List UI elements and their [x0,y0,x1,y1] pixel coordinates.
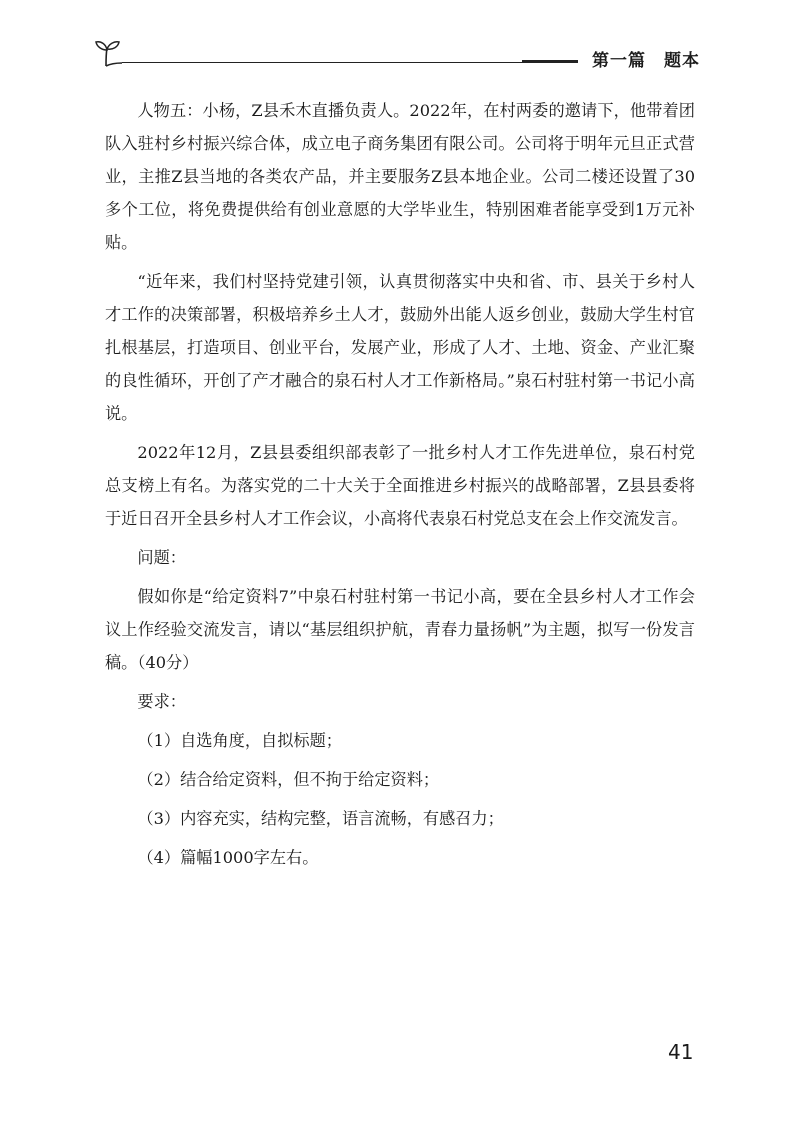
requirement-item: （4）篇幅1000字左右。 [137,848,319,867]
requirements-label: 要求： [137,692,186,711]
paragraph-person-five: 人物五：小杨，Z县禾木直播负责人。2022年，在村两委的邀请下，他带着团队入驻村乡村振兴综合体，成立电子商务集团有限公司。公司将于明年元旦正式营业，主推Z县当地的各类农产品，并主要服务Z县本地企业。公司二楼还设置了30多个工位，将免费提供给有创业意愿的大学毕业生，特别困难者能享受到1万元补贴。 [105,101,695,252]
requirement-item: （3）内容充实，结构完整，语言流畅，有感召力； [137,809,504,828]
page-content [105,94,695,874]
sprout-icon [92,36,128,72]
page-header [92,36,700,76]
header-title: 第一篇 题本 [592,51,700,71]
question-label: 问题： [137,548,186,567]
paragraph-commendation: 2022年12月，Z县县委组织部表彰了一批乡村人才工作先进单位，泉石村党总支榜上有名。为落实党的二十大关于全面推进乡村振兴的战略部署，Z县县委将于近日召开全县乡村人才工作会议，小高将代表泉石村党总支在会上作交流发言。 [105,443,695,528]
question-text: 假如你是“给定资料7”中泉石村驻村第一书记小高，要在全县乡村人才工作会议上作经验交流发言，请以“基层组织护航，青春力量扬帆”为主题，拟写一份发言稿。（40分） [105,587,695,672]
page-number: 41 [668,1040,694,1064]
header-rule-accent [522,60,578,62]
requirement-item: （2）结合给定资料，但不拘于给定资料； [137,770,440,789]
requirement-item: （1）自选角度，自拟标题； [137,731,342,750]
paragraph-quote: “近年来，我们村坚持党建引领，认真贯彻落实中央和省、市、县关于乡村人才工作的决策部署，积极培养乡土人才，鼓励外出能人返乡创业，鼓励大学生村官扎根基层，打造项目、创业平台，发展产业，形成了人才、土地、资金、产业汇聚的良性循环，开创了产才融合的泉石村人才工作新格局。”泉石村驻村第一书记小高说。 [105,272,695,423]
header-rule [122,62,578,63]
